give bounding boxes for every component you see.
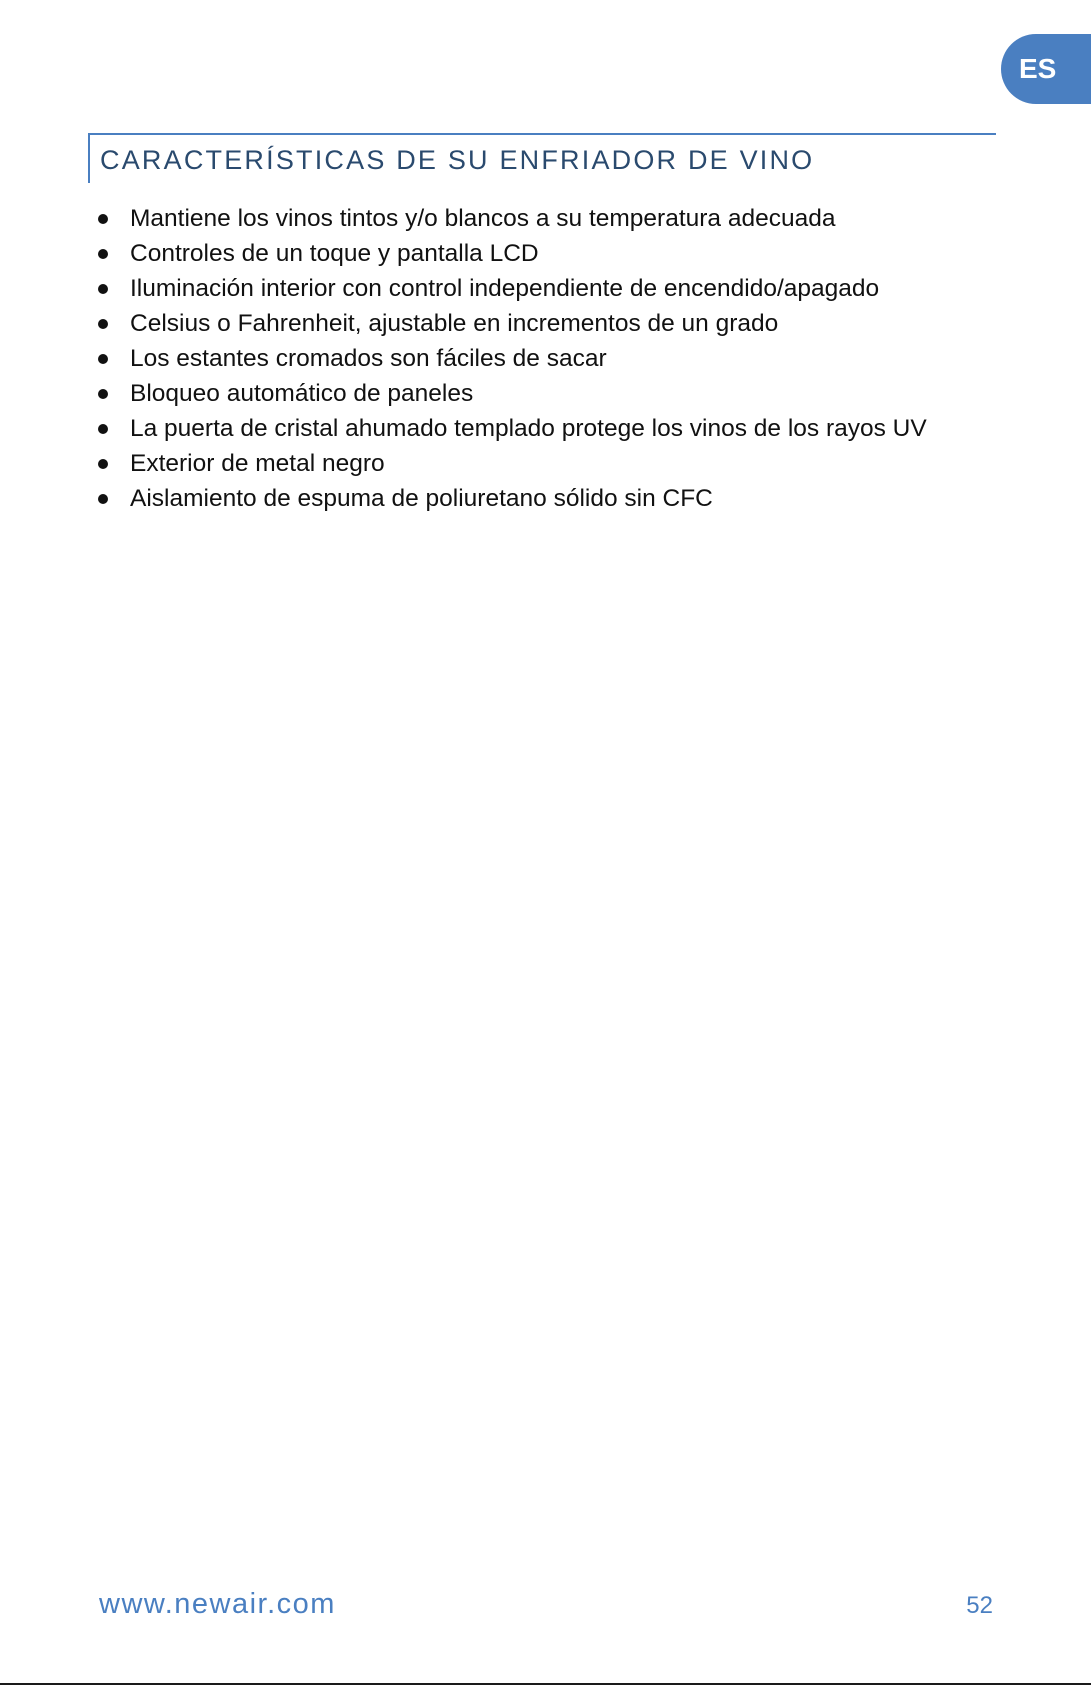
page-number: 52 xyxy=(966,1592,993,1619)
list-item-text: Mantiene los vinos tintos y/o blancos a su temperatura adecuada xyxy=(130,205,836,232)
bullet-icon xyxy=(98,389,108,399)
bullet-icon xyxy=(98,459,108,469)
list-item xyxy=(96,306,927,341)
list-item-text: Controles de un toque y pantalla LCD xyxy=(130,240,539,267)
list-item-text: Exterior de metal negro xyxy=(130,450,385,477)
bullet-icon xyxy=(98,284,108,294)
list-item-text: Iluminación interior con control independiente de encendido/apagado xyxy=(130,275,880,302)
section-header xyxy=(88,133,996,183)
feature-list xyxy=(96,201,927,516)
bullet-icon xyxy=(98,494,108,504)
bullet-icon xyxy=(98,319,108,329)
footer-website-link[interactable]: www.newair.com xyxy=(99,1588,336,1620)
list-item-text: La puerta de cristal ahumado templado protege los vinos de los rayos UV xyxy=(130,415,927,442)
bullet-icon xyxy=(98,214,108,224)
list-item xyxy=(96,446,927,481)
language-tab xyxy=(1001,34,1091,104)
language-tab-label: ES xyxy=(1019,53,1057,84)
list-item-text: Celsius o Fahrenheit, ajustable en incrementos de un grado xyxy=(130,310,779,337)
list-item-text: Bloqueo automático de paneles xyxy=(130,380,474,407)
bullet-icon xyxy=(98,354,108,364)
list-item xyxy=(96,376,927,411)
list-item-text: Los estantes cromados son fáciles de sacar xyxy=(130,345,607,372)
list-item xyxy=(96,411,927,446)
list-item xyxy=(96,481,927,516)
list-item xyxy=(96,271,927,306)
section-title: CARACTERÍSTICAS DE SU ENFRIADOR DE VINO xyxy=(100,145,815,175)
bullet-icon xyxy=(98,249,108,259)
bullet-icon xyxy=(98,424,108,434)
list-item-text: Aislamiento de espuma de poliuretano sólido sin CFC xyxy=(130,485,713,512)
list-item xyxy=(96,341,927,376)
list-item xyxy=(96,201,927,236)
list-item xyxy=(96,236,927,271)
